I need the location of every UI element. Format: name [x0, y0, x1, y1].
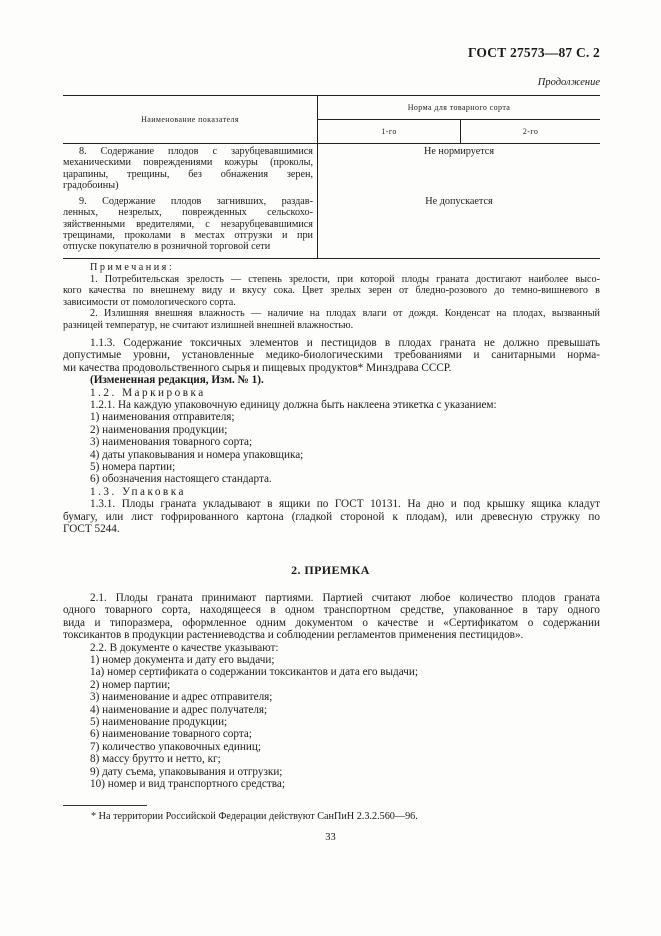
row-text-line: 9. Содержание плодов загнивших, раздав-: [79, 196, 313, 208]
list-item: 4) даты упаковывания и номера упаковщика;: [90, 448, 304, 461]
row-text-line: 8. Содержание плодов с зарубцевавшимися: [79, 146, 313, 157]
paragraph-line: допустимые уровни, установленные медико-биологическими требованиями и санитарными норма-: [63, 349, 600, 362]
list-item: 7) количество упаковочных единиц;: [90, 740, 261, 753]
row-text-line: трещинами, проколами в местах отгрузки и при: [63, 230, 313, 242]
paragraph-line: ГОСТ 5244.: [63, 523, 120, 536]
page-number: 33: [325, 832, 336, 843]
table-row-value: Не нормируется: [423, 146, 495, 157]
paragraph-line: токсикантов в продукции растениеводства и соблюдении регламентов применения пестицидов».: [63, 629, 524, 642]
subsection-heading-marking: 1.2. Маркировка: [90, 386, 206, 399]
paragraph-line: 1.3.1. Плоды граната укладывают в ящики по ГОСТ 10131. На дно и под крышку ящика кладут: [90, 498, 600, 511]
table-notes: [63, 262, 600, 332]
table-row-name: [63, 196, 318, 258]
note-line: 1. Потребительская зрелость — степень зрелости, при которой плоды граната достигают наиболее высо-: [90, 273, 600, 285]
list-item: 2) номер партии;: [90, 678, 171, 691]
table-header-grade-1: 1-го: [318, 120, 461, 144]
list-item: 2) наименования продукции;: [90, 423, 228, 436]
table-row: [63, 144, 600, 197]
list-item: 10) номер и вид транспортного средства;: [90, 778, 285, 791]
note-line: зависимости от помологического сорта.: [63, 296, 236, 308]
list-item: 5) наименование продукции;: [90, 716, 228, 729]
table-row: [63, 196, 600, 258]
table-row-value: Не допускается: [318, 196, 601, 258]
list-item: 1а) номер сертификата о содержании токсикантов и дата его выдачи;: [90, 666, 418, 679]
table-row-name: [63, 144, 318, 197]
footnote-divider: [63, 805, 147, 806]
quality-table: [63, 95, 600, 259]
paragraph-line: вида и типоразмера, оформленное одним документом о качестве и «Сертификатом о содержании: [63, 616, 600, 629]
table-header-indicator: Наименование показателя: [63, 96, 318, 144]
row-text-line: зяйственными вредителями, с незарубцевавшимися: [63, 218, 313, 230]
row-text-line: отпуске покупателю в розничной торговой сети: [63, 241, 271, 253]
list-item: 6) обозначения настоящего стандарта.: [90, 473, 272, 486]
row-text-line: ленных, незрелых, поврежденных сельскохо-: [63, 207, 313, 219]
table-header-grade-2: 2-го: [461, 120, 600, 144]
row-text-line: механическими повреждениями кожуры (проколы,: [63, 157, 313, 169]
continuation-label: Продолжение: [537, 77, 600, 88]
table-header-norm: Норма для товарного сорта: [318, 96, 601, 120]
list-item: 6) наименование товарного сорта;: [90, 728, 252, 741]
document-header-title: ГОСТ 27573—87 С. 2: [467, 45, 600, 60]
section-2-title: 2. ПРИЕМКА: [291, 563, 370, 577]
list-item: 4) наименование и адрес получателя;: [90, 703, 268, 716]
note-line: кого качества по внешнему виду и вкусу сока. Цвет зрелых зерен от бледно-розового до темно-вишневого в: [63, 285, 600, 297]
edition-note: (Измененная редакция, Изм. № 1).: [90, 374, 264, 387]
section-2-body: [63, 592, 600, 791]
paragraph-line: 1.2.1. На каждую упаковочную единицу должна быть наклеена этикетка с указанием:: [90, 399, 497, 412]
paragraph-line: бумагу, или лист гофрированного картона (гладкой стороной к плодам), или древесную стружку по: [63, 510, 600, 523]
note-line: разницей температур, не считают излишней внешней влажностью.: [63, 319, 354, 331]
row-text-line: градобоины): [63, 179, 119, 191]
row-text-line: царапины, трещины, без обнажения зерен,: [63, 168, 313, 180]
paragraph-line: 2.2. В документе о качестве указывают:: [90, 641, 279, 654]
list-item: 1) наименования отправителя;: [90, 411, 235, 424]
section-1-body: [63, 337, 600, 536]
list-item: 5) номера партии;: [90, 461, 176, 474]
list-item: 9) дату съема, упаковывания и отгрузки;: [90, 765, 283, 778]
paragraph-line: одного товарного сорта, находящееся в одном транспортном средстве, упакованное в тару одного: [63, 604, 600, 617]
note-line: 2. Излишняя внешняя влажность — наличие на плодах влаги от дождя. Конденсат на плодах, вызванный: [90, 308, 600, 320]
list-item: 3) наименование и адрес отправителя;: [90, 691, 273, 704]
subsection-heading-packing: 1.3. Упаковка: [90, 485, 186, 498]
list-item: 8) массу брутто и нетто, кг;: [90, 753, 221, 766]
notes-heading: Примечания:: [90, 262, 175, 273]
paragraph-line: 1.1.3. Содержание токсичных элементов и пестицидов в плодах граната не должно превышать: [90, 337, 600, 349]
paragraph-line: 2.1. Плоды граната принимают партиями. Партией считают любое количество плодов граната: [90, 592, 600, 604]
paragraph-line: ми качества продовольственного сырья и пищевых продуктов* Минздрава СССР.: [63, 361, 452, 374]
list-item: 1) номер документа и дату его выдачи;: [90, 654, 275, 667]
list-item: 3) наименования товарного сорта;: [90, 436, 253, 449]
footnote: * На территории Российской Федерации действуют СанПиН 2.3.2.560—96.: [91, 811, 418, 822]
